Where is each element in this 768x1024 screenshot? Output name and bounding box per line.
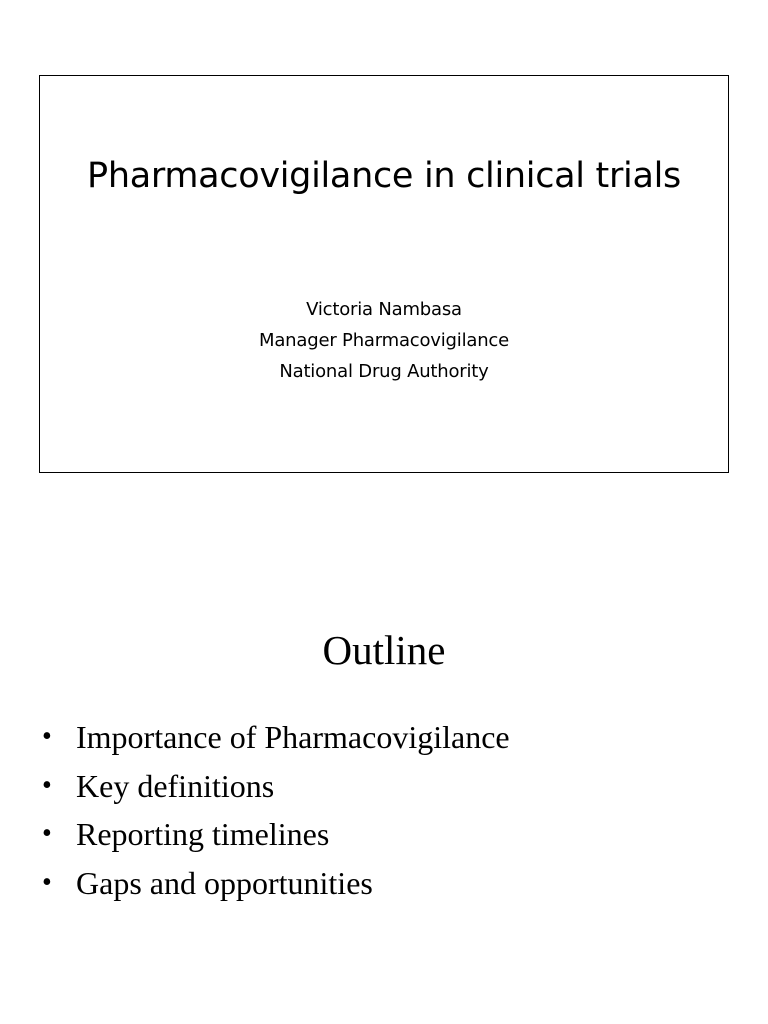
slide-title: Pharmacovigilance in clinical trials (87, 156, 681, 196)
bullet-icon: • (42, 866, 52, 898)
outline-slide (0, 610, 768, 930)
outline-list (42, 713, 510, 907)
list-item (42, 810, 510, 859)
list-item (42, 762, 510, 811)
list-item-text: Importance of Pharmacovigilance (76, 719, 510, 755)
author-role: Manager Pharmacovigilance (259, 330, 509, 351)
bullet-icon: • (42, 721, 52, 752)
author-name: Victoria Nambasa (306, 299, 462, 320)
list-item-text: Key definitions (76, 767, 275, 804)
bullet-icon: • (42, 769, 52, 801)
list-item (42, 713, 510, 762)
list-item (42, 859, 510, 908)
author-block (40, 294, 728, 387)
list-item-text: Gaps and opportunities (76, 864, 373, 901)
bullet-icon: • (42, 818, 52, 849)
title-slide (39, 75, 729, 473)
list-item-text: Reporting timelines (76, 816, 330, 852)
author-organization: National Drug Authority (279, 361, 489, 382)
outline-title: Outline (322, 627, 446, 673)
